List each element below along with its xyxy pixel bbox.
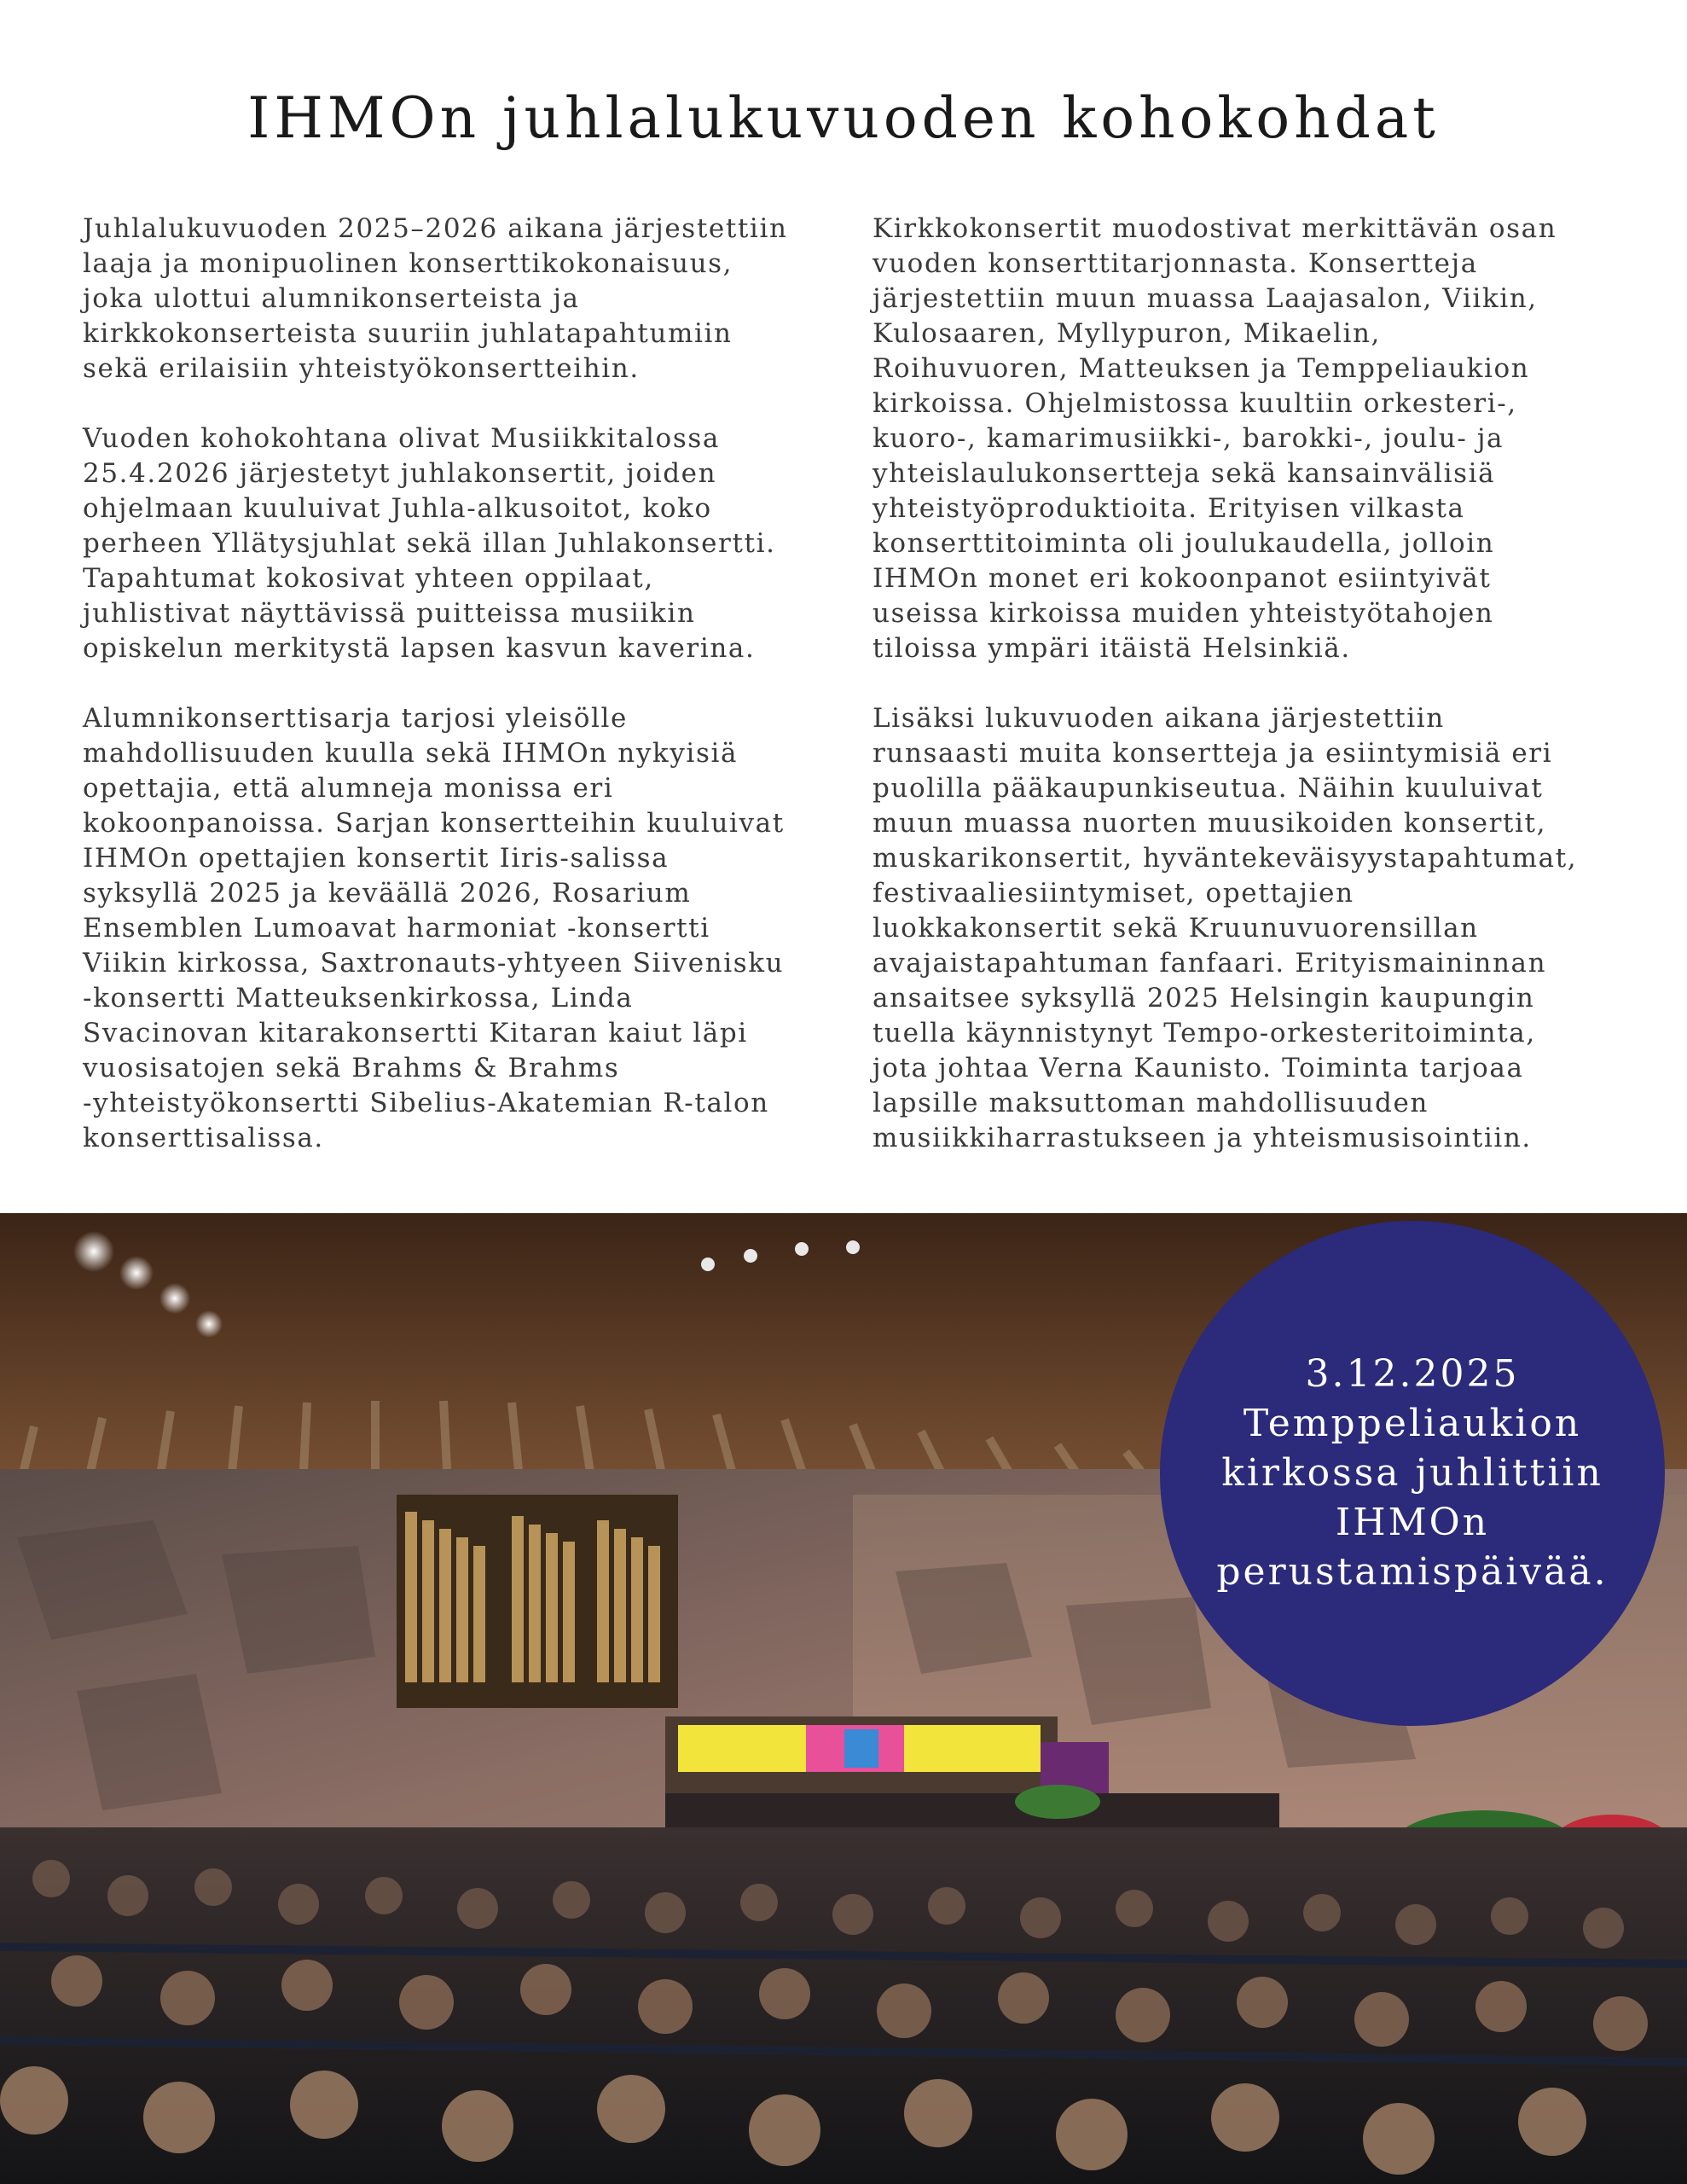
paragraph-highlight-concerts: Vuoden kohokohtana olivat Musiikkitalossa 25.4.2026 järjestetyt juhlakonsertit, joiden ohjelmaan kuuluivat Juhla-alkusoitot, koko perheen Yllätysjuhlat sekä illan Juhlakonsertti. Tapahtumat kokosivat yhteen oppilaat, juhlistivat näyttävissä puitteissa musiikin opiskelun merkitystä lapsen kasvun kaverina.	[83, 423, 776, 664]
page-title: IHMOn juhlalukuvuoden kohokohdat	[247, 85, 1440, 151]
paragraph-intro: Juhlalukuvuoden 2025–2026 aikana järjestettiin laaja ja monipuolinen konserttikokonaisuus, joka ulottui alumnikonserteista ja kirkkokonserteista suuriin juhlatapahtumiin sekä erilaisiin yhteistyökonsertteihin.	[83, 213, 788, 384]
date-caption-badge	[1160, 1221, 1665, 1726]
badge-text: 3.12.2025 Temppeliaukion kirkossa juhlittiin IHMOn perustamispäivää.	[1216, 1352, 1609, 1594]
paragraph-church-concerts: Kirkkokonsertit muodostivat merkittävän osan vuoden konserttitarjonnasta. Konsertteja järjestettiin muun muassa Laajasalon, Viikin, Kulosaaren, Myllypuron, Mikaelin, Roihuvuoren, Matteuksen ja Temppeliaukion kirkoissa. Ohjelmistossa kuultiin orkesteri-, kuoro-, kamarimusiikki-, barokki-, joulu- ja yhteislaulukonsertteja sekä kansainvälisiä yhteistyöproduktioita. Erityisen vilkasta konserttitoiminta oli joulukaudella, jolloin IHMOn monet eri kokoonpanot esiintyivät useissa kirkoissa muiden yhteistyötahojen tiloissa ympäri itäistä Helsinkiä.	[872, 213, 1557, 664]
right-text-column	[872, 212, 1666, 1191]
paragraph-other-concerts: Lisäksi lukuvuoden aikana järjestettiin runsaasti muita konsertteja ja esiintymisiä eri puolilla pääkaupunkiseutua. Näihin kuuluivat muun muassa nuorten muusikoiden konsertit, muskarikonsertit, hyväntekeväisyystapahtumat, festivaaliesiintymiset, opettajien luokkakonsertit sekä Kruunuvuorensillan avajaistapahtuman fanfaari. Erityismaininnan ansaitsee syksyllä 2025 Helsingin kaupungin tuella käynnistynyt Tempo-orkesteritoiminta, jota johtaa Verna Kaunisto. Toiminta tarjoaa lapsille maksuttoman mahdollisuuden musiikkiharrastukseen ja yhteismusisointiin.	[872, 703, 1578, 1153]
paragraph-alumni-series: Alumnikonserttisarja tarjosi yleisölle mahdollisuuden kuulla sekä IHMOn nykyisiä opettajia, että alumneja monissa eri kokoonpanoissa. Sarjan konsertteihin kuuluivat IHMOn opettajien konsertit Iiris-salissa syksyllä 2025 ja keväällä 2026, Rosarium Ensemblen Lumoavat harmoniat -konsertti Viikin kirkossa, Saxtronauts-yhtyeen Siivenisku -konsertti Matteuksenkirkossa, Linda Svacinovan kitarakonsertti Kitaran kaiut läpi vuosisatojen sekä Brahms & Brahms -yhteistyökonsertti Sibelius-Akatemian R-talon konserttisalissa.	[83, 703, 785, 1153]
left-text-column	[83, 212, 855, 1191]
